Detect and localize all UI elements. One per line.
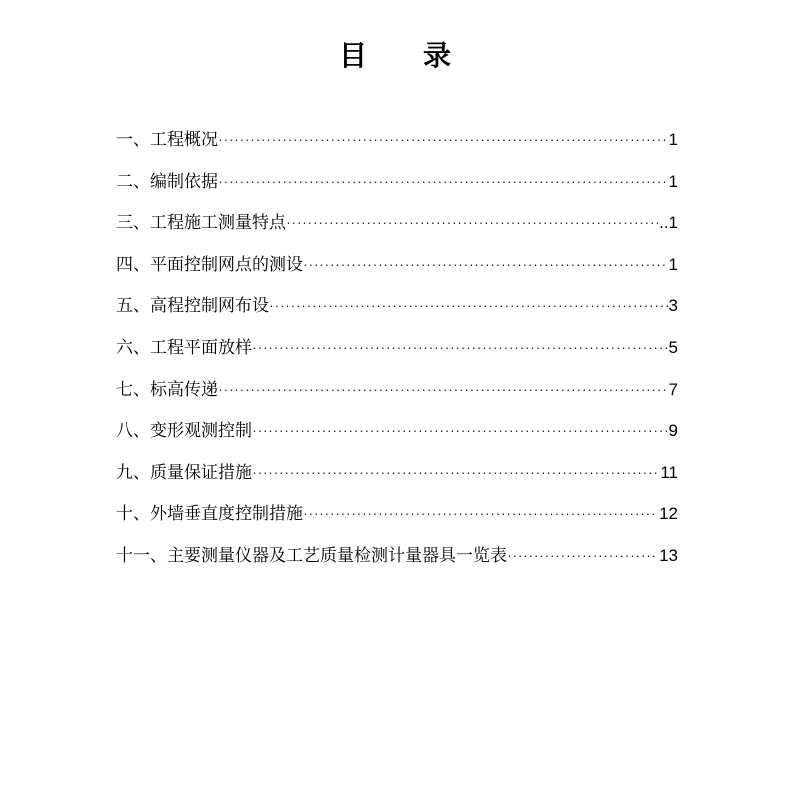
toc-entry[interactable] [116, 544, 678, 586]
dot-leader [270, 292, 668, 319]
toc-entry-page: 3 [668, 296, 678, 316]
dot-leader [219, 168, 668, 195]
toc-entry[interactable] [116, 253, 678, 295]
table-of-contents [116, 128, 678, 586]
toc-entry-page: 5 [668, 337, 678, 357]
toc-entry[interactable] [116, 461, 678, 503]
toc-entry-page: 9 [668, 421, 678, 441]
dot-leader [304, 251, 668, 278]
dot-leader [508, 542, 658, 569]
dot-leader [253, 334, 668, 361]
toc-entry[interactable] [116, 211, 678, 253]
toc-entry[interactable] [116, 502, 678, 544]
toc-entry-page: 1 [668, 130, 678, 149]
toc-entry-page: 12 [659, 504, 678, 524]
toc-entry[interactable] [116, 336, 678, 378]
toc-entry-label: 七、标高传递 [116, 379, 218, 400]
dot-leader [253, 459, 659, 486]
toc-entry-label: 二、编制依据 [116, 171, 218, 192]
toc-entry[interactable] [116, 294, 678, 336]
dot-leader [287, 209, 658, 236]
toc-entry[interactable] [116, 378, 678, 420]
toc-entry-label: 十一、主要测量仪器及工艺质量检测计量器具一览表 [116, 545, 507, 566]
dot-leader [253, 417, 668, 444]
toc-entry-label: 五、高程控制网布设 [116, 296, 269, 317]
toc-entry-page: 1 [668, 254, 678, 274]
dot-leader [304, 500, 658, 527]
toc-entry-label: 八、变形观测控制 [116, 421, 252, 442]
toc-entry-page: 7 [668, 379, 678, 399]
toc-entry-label: 三、工程施工测量特点 [116, 213, 286, 234]
toc-entry-label: 九、质量保证措施 [116, 462, 252, 483]
toc-entry-label: 一、工程概况 [116, 130, 218, 150]
toc-entry-page: 13 [659, 545, 678, 565]
dot-leader [219, 126, 668, 153]
page-title: 目录 [338, 39, 507, 72]
toc-entry[interactable] [116, 128, 678, 170]
toc-entry[interactable] [116, 170, 678, 212]
toc-entry-page: 11 [660, 462, 678, 482]
toc-entry-label: 十、外墙垂直度控制措施 [116, 504, 303, 525]
toc-entry-page: ..1 [659, 213, 678, 233]
toc-entry-label: 四、平面控制网点的测设 [116, 254, 303, 275]
toc-entry-page: 1 [668, 171, 678, 191]
toc-entry[interactable] [116, 419, 678, 461]
toc-entry-label: 六、工程平面放样 [116, 337, 252, 358]
dot-leader [219, 376, 668, 403]
